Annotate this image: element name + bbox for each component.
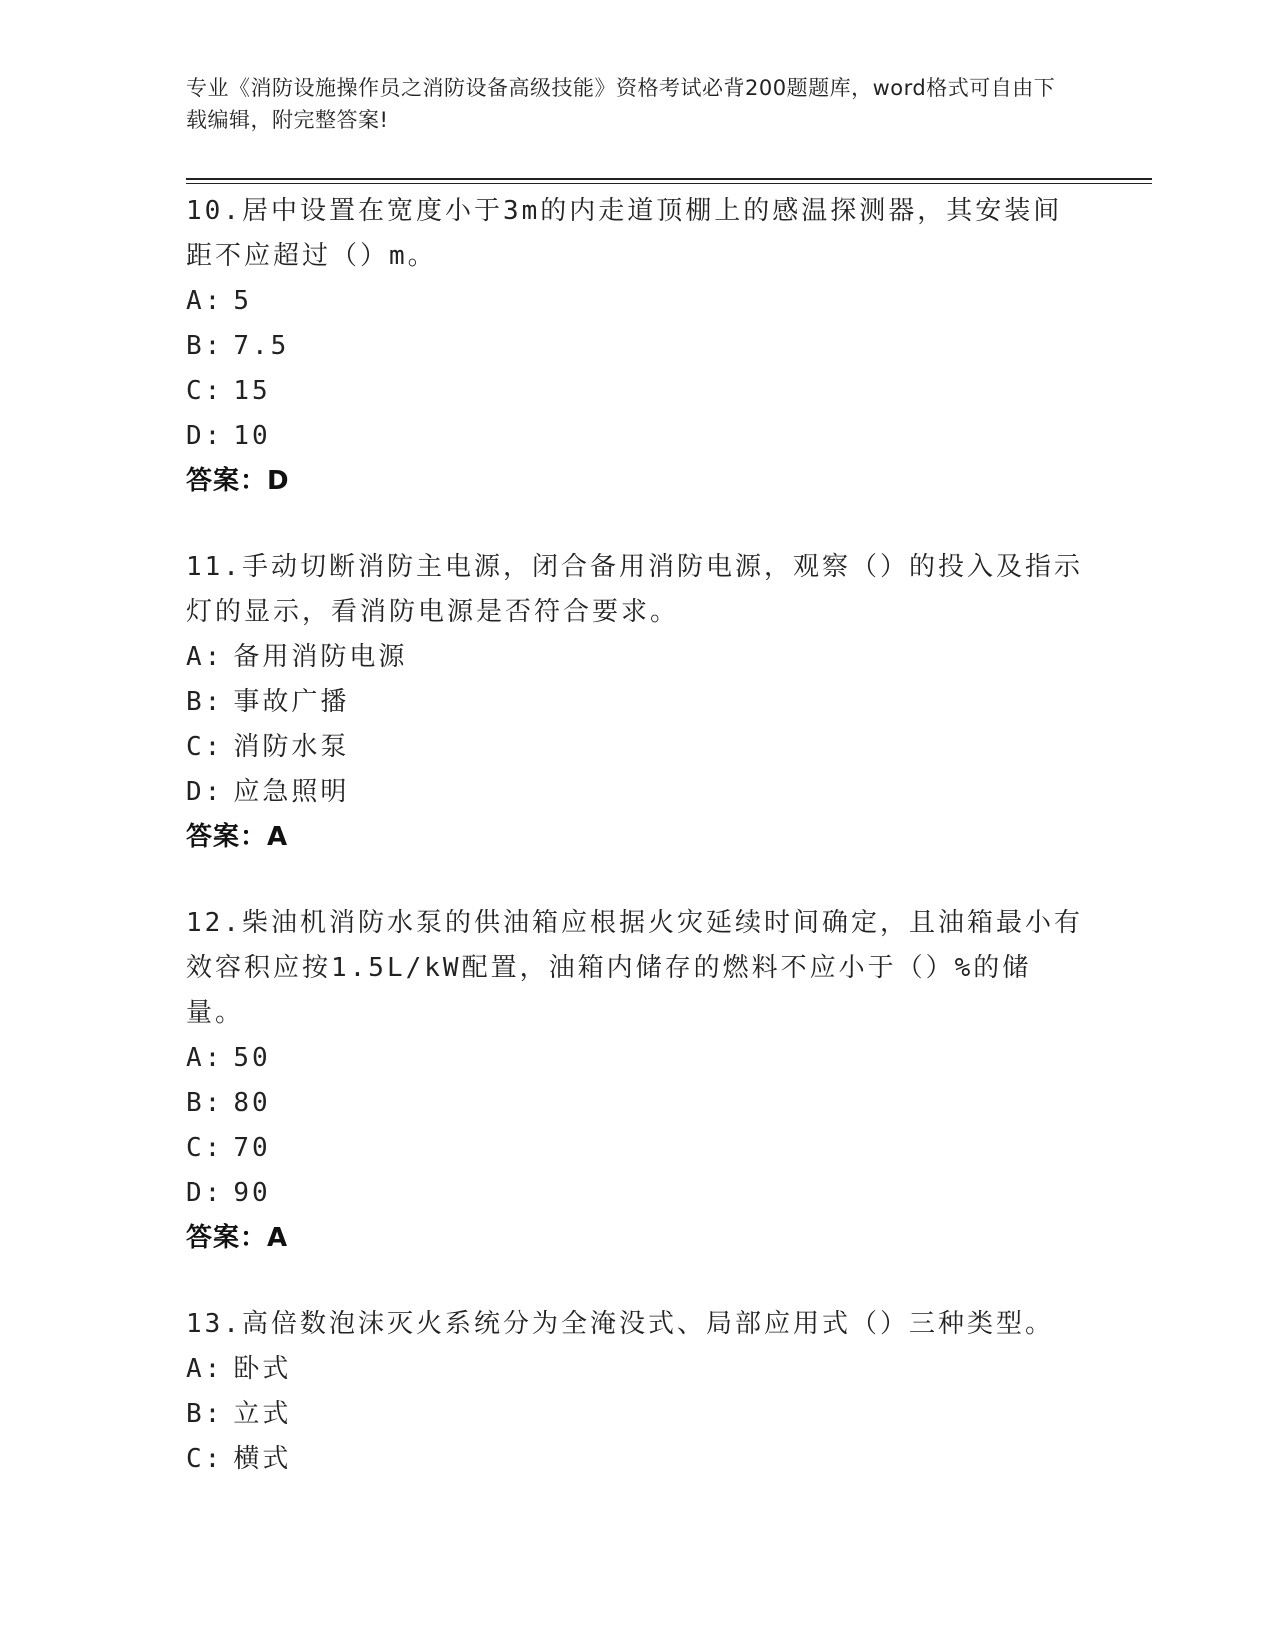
option-d	[186, 770, 1086, 815]
option-a	[186, 1347, 1086, 1392]
option-letter: A:	[186, 286, 224, 316]
option-text: 立式	[233, 1399, 292, 1429]
option-letter: B:	[186, 1088, 224, 1118]
question-text: 11.手动切断消防主电源，闭合备用消防电源，观察（）的投入及指示灯的显示，看消防电源是否符合要求。	[186, 552, 1083, 627]
option-letter: B:	[186, 331, 224, 361]
option-letter: C:	[186, 732, 224, 762]
option-c	[186, 1126, 1086, 1171]
option-text: 80	[233, 1088, 271, 1118]
header-rule-thick	[186, 178, 1152, 180]
document-header: 专业《消防设施操作员之消防设备高级技能》资格考试必背200题题库，word格式可自由下载编辑，附完整答案!	[186, 76, 1056, 132]
option-b	[186, 1081, 1086, 1126]
option-b	[186, 680, 1086, 725]
option-letter: B:	[186, 1399, 224, 1429]
option-list	[186, 279, 1086, 459]
option-letter: C:	[186, 1444, 224, 1474]
option-d	[186, 414, 1086, 459]
option-c	[186, 369, 1086, 414]
option-d	[186, 1171, 1086, 1216]
question-10	[186, 189, 1086, 503]
option-b	[186, 1392, 1086, 1437]
header-rule-thin	[186, 183, 1152, 184]
option-text: 横式	[233, 1444, 292, 1474]
option-list	[186, 635, 1086, 815]
option-letter: D:	[186, 1178, 224, 1208]
question-text: 12.柴油机消防水泵的供油箱应根据火灾延续时间确定，且油箱最小有效容积应按1.5L/kW配置，油箱内储存的燃料不应小于（）%的储量。	[186, 908, 1083, 1028]
question-list	[186, 189, 1086, 1524]
option-text: 事故广播	[233, 687, 350, 717]
option-letter: D:	[186, 421, 224, 451]
answer-line: 答案：D	[186, 466, 290, 496]
question-12	[186, 901, 1086, 1260]
option-a	[186, 279, 1086, 324]
option-letter: A:	[186, 642, 224, 672]
option-text: 消防水泵	[233, 732, 350, 762]
answer-line: 答案：A	[186, 822, 289, 852]
option-text: 90	[233, 1178, 271, 1208]
option-text: 10	[233, 421, 271, 451]
option-letter: D:	[186, 777, 224, 807]
option-a	[186, 635, 1086, 680]
option-text: 应急照明	[233, 777, 350, 807]
option-a	[186, 1036, 1086, 1081]
option-text: 5	[233, 286, 252, 316]
question-11	[186, 545, 1086, 859]
option-c	[186, 1437, 1086, 1482]
option-c	[186, 725, 1086, 770]
question-13	[186, 1302, 1086, 1482]
option-letter: A:	[186, 1354, 224, 1384]
option-letter: C:	[186, 376, 224, 406]
answer-line: 答案：A	[186, 1223, 289, 1253]
question-text: 13.高倍数泡沫灭火系统分为全淹没式、局部应用式（）三种类型。	[186, 1309, 1054, 1339]
option-list	[186, 1347, 1086, 1482]
option-text: 70	[233, 1133, 271, 1163]
question-text: 10.居中设置在宽度小于3m的内走道顶棚上的感温探测器，其安装间距不应超过（）m。	[186, 196, 1063, 271]
option-letter: A:	[186, 1043, 224, 1073]
option-b	[186, 324, 1086, 369]
option-letter: C:	[186, 1133, 224, 1163]
option-text: 备用消防电源	[233, 642, 408, 672]
option-text: 7.5	[233, 331, 290, 361]
option-text: 卧式	[233, 1354, 292, 1384]
option-letter: B:	[186, 687, 224, 717]
option-text: 50	[233, 1043, 271, 1073]
option-list	[186, 1036, 1086, 1216]
option-text: 15	[233, 376, 271, 406]
